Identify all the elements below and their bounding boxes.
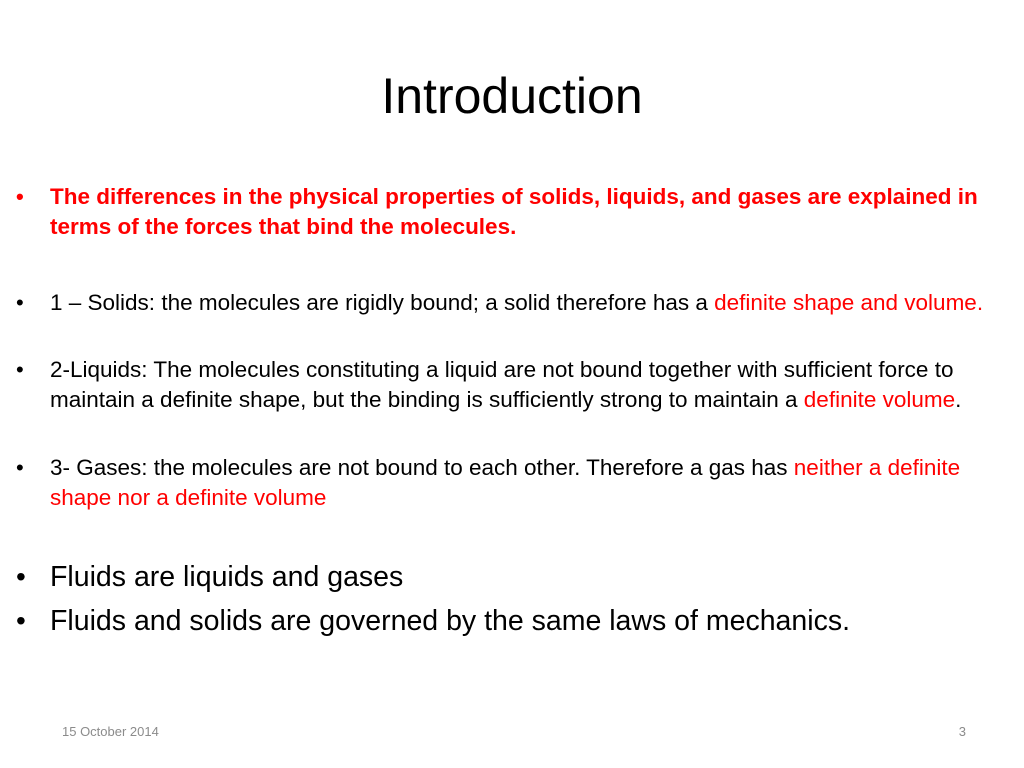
slide-number: 3 [958, 724, 966, 739]
bullet-marker: • [16, 605, 26, 636]
bullet-solids-text: 1 – Solids: the molecules are rigidly bound; a solid therefore has a [50, 290, 715, 315]
bullet-intro-text: The differences in the physical properties of solids, liquids, and gases are explained in terms of the forces that bind the molecules. [50, 184, 978, 239]
bullet-marker: • [16, 357, 24, 382]
bullet-intro [16, 182, 1000, 242]
bullet-solids [16, 288, 1000, 318]
bullet-liquids-highlight: definite volume [803, 387, 956, 412]
slide-title: Introduction [381, 68, 643, 124]
bullet-marker: • [16, 290, 24, 315]
bullet-marker: • [16, 561, 26, 592]
bullet-liquids-text: 2-Liquids: The molecules constituting a liquid are not bound together with sufficient force to maintain a definite shape, but the binding is sufficiently strong to maintain a [50, 357, 954, 412]
bullet-marker: • [16, 455, 24, 480]
bullet-solids-highlight: definite shape and volume. [714, 290, 984, 315]
bullet-fluids [16, 555, 1000, 599]
bullet-marker: • [16, 184, 24, 209]
bullet-mechanics-text: Fluids and solids are governed by the same laws of mechanics. [50, 605, 850, 637]
bullet-gases-highlight: neither a definite shape nor a definite volume [50, 455, 961, 510]
bullet-liquids [16, 355, 1000, 415]
bullet-liquids-tail: . [955, 387, 962, 412]
bullet-gases-text: 3- Gases: the molecules are not bound to each other. Therefore a gas has [50, 455, 794, 480]
bullet-mechanics [16, 599, 1000, 643]
bullet-gases [16, 453, 1000, 513]
footer-date: 15 October 2014 [62, 724, 159, 739]
bullet-fluids-text: Fluids are liquids and gases [50, 561, 404, 593]
